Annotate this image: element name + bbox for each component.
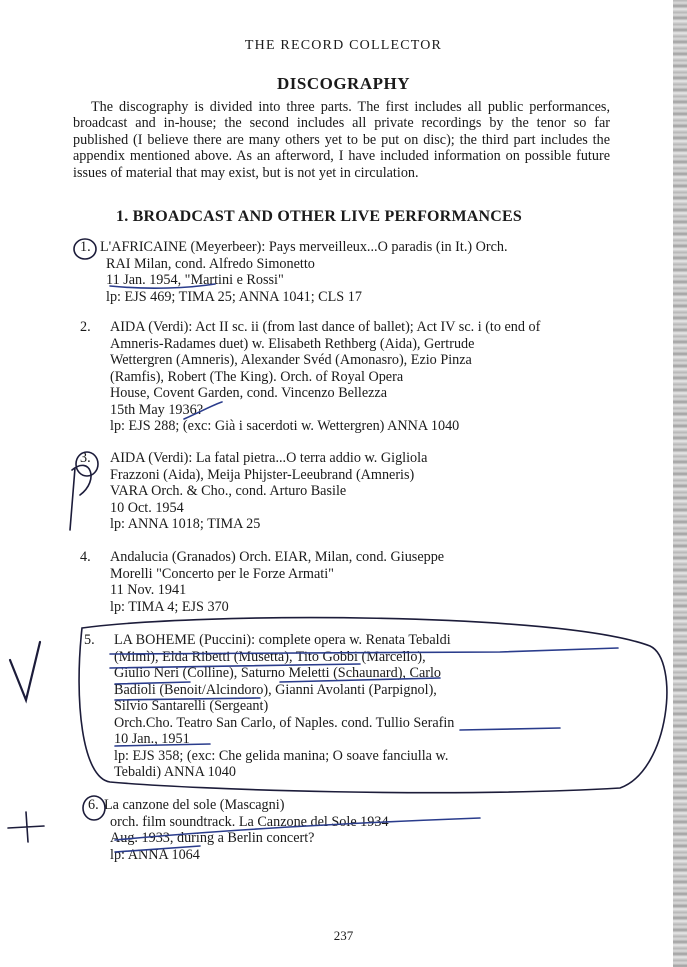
entry-number: 2. — [80, 319, 91, 335]
entry-line: AIDA (Verdi): La fatal pietra...O terra addio w. Gigliola — [110, 450, 428, 466]
entry-line: lp: TIMA 4; EJS 370 — [110, 598, 229, 615]
entry-line: (Mimì), Elda Ribetti (Musetta), Tito Gobbi (Marcello), — [114, 648, 426, 665]
entry-line: Frazzoni (Aida), Meija Phijster-Leeubrand (Amneris) — [110, 466, 415, 483]
entry-number: 1. — [80, 239, 91, 255]
section-heading: 1. BROADCAST AND OTHER LIVE PERFORMANCES — [116, 208, 522, 225]
entry-line: 11 Nov. 1941 — [110, 582, 187, 598]
entry-line: lp: ANNA 1018; TIMA 25 — [110, 516, 261, 532]
check-mark — [70, 465, 91, 530]
entry-line: Aug. 1933, during a Berlin concert? — [110, 830, 315, 846]
entry-line: L'AFRICAINE (Meyerbeer): Pays merveilleux...O paradis (in It.) Orch. — [100, 239, 508, 255]
entry-number: 5. — [84, 632, 95, 648]
entry-line: lp: EJS 469; TIMA 25; ANNA 1041; CLS 17 — [106, 288, 362, 305]
entry-line: Wettergren (Amneris), Alexander Svéd (Amonasro), Ezio Pinza — [110, 352, 472, 368]
intro-paragraph: The discography is divided into three parts. The first includes all public performances, broadcast and in-house; the second includes all private recordings by the tenor so far published (I believe there are many others yet to be put on disc); the third part includes the appendix mentioned above. As an afterword, I have included information on possible future issues of material that may exist, but is not yet in circulation. — [73, 99, 610, 181]
plus-mark — [8, 812, 44, 842]
running-head: THE RECORD COLLECTOR — [244, 38, 443, 53]
page-number: 237 — [333, 928, 354, 943]
entry-number: 4. — [80, 549, 91, 565]
entry-line: Silvio Santarelli (Sergeant) — [114, 698, 269, 714]
page-title: DISCOGRAPHY — [276, 74, 410, 93]
scan-edge-shadow — [673, 0, 687, 967]
entry-line: Morelli "Concerto per le Forze Armati" — [110, 565, 334, 582]
entry-line: House, Covent Garden, cond. Vincenzo Bellezza — [110, 385, 388, 401]
entry-line: Orch.Cho. Teatro San Carlo, of Naples. cond. Tullio Serafin — [114, 714, 455, 731]
entry-line: lp: EJS 358; (exc: Che gelida manina; O soave fanciulla w. — [114, 747, 449, 764]
entry-line: Andalucia (Granados) Orch. EIAR, Milan, cond. Giuseppe — [110, 549, 445, 565]
entry-line: Amneris-Radames duet) w. Elisabeth Rethberg (Aida), Gertrude — [110, 335, 475, 352]
entry-number: 6. — [88, 797, 99, 813]
entry-line: lp: EJS 288; (exc: Già i sacerdoti w. Wettergren) ANNA 1040 — [110, 418, 460, 434]
entry-line: Badioli (Benoit/Alcindoro), Gianni Avolanti (Parpignol), — [114, 681, 437, 698]
entry-line: Giulio Neri (Colline), Saturno Meletti (Schaunard), Carlo — [114, 665, 442, 681]
entry-line: 15th May 1936? — [110, 401, 203, 418]
entry-number: 3. — [80, 450, 91, 466]
entry-line: orch. film soundtrack. La Canzone del Sole 1934 — [110, 813, 389, 830]
entry-line: LA BOHEME (Puccini): complete opera w. Renata Tebaldi — [114, 632, 451, 648]
entry-line: Tebaldi) ANNA 1040 — [114, 764, 236, 780]
entry-line: 10 Jan., 1951 — [114, 731, 190, 747]
entry-line: VARA Orch. & Cho., cond. Arturo Basile — [110, 483, 347, 499]
entry-line: lp: ANNA 1064 — [110, 846, 200, 863]
entry-line: AIDA (Verdi): Act II sc. ii (from last dance of ballet); Act IV sc. i (to end of — [110, 319, 541, 335]
entry-line: (Ramfis), Robert (The King). Orch. of Royal Opera — [110, 368, 404, 385]
entry-line: 11 Jan. 1954, "Martini e Rossi" — [106, 272, 284, 288]
v-check-mark — [10, 642, 40, 700]
entry-line: RAI Milan, cond. Alfredo Simonetto — [106, 255, 315, 272]
entry-line: 10 Oct. 1954 — [110, 499, 184, 516]
entry-line: La canzone del sole (Mascagni) — [104, 797, 285, 813]
